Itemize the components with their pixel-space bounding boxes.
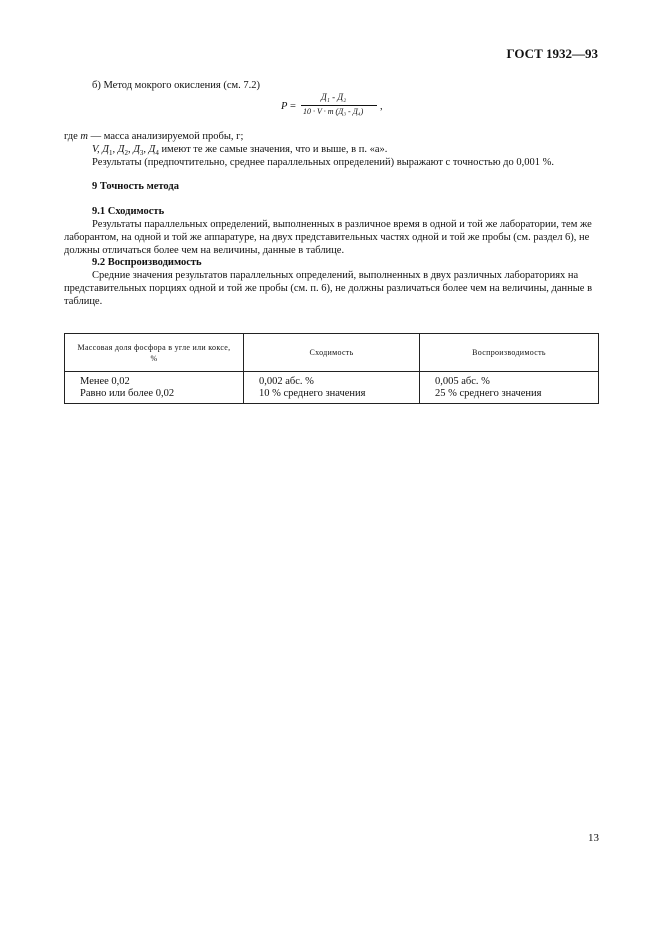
formula-denominator: 10 · V · m (Д₃ - Д₄) [303,107,364,116]
section-9-title: 9 Точность метода [92,181,179,192]
method-b-line: б) Метод мокрого окисления (см. 7.2) [92,80,260,91]
formula [281,92,401,122]
section-9-2-text: Средние значения результатов параллельных определений, выполненных в двух различных лабораториях на представительных порциях одной и той же пробы (см. п. 6), не должны различаться более чем на величины, данные в таблице. [64,270,593,307]
formula-comma: , [380,101,383,112]
header-repeatability: Сходимость [244,334,420,372]
cell-phosphorus-ranges: Менее 0,02 Равно или более 0,02 [65,372,244,404]
page-number: 13 [588,832,599,844]
header-phosphorus-fraction: Массовая доля фосфора в угле или коксе, % [65,334,244,372]
header-reproducibility: Воспроизводимость [420,334,599,372]
formula-numerator: Д₁ - Д₂ [321,92,347,102]
section-9-1-title: 9.1 Сходимость [92,206,165,217]
cell-repeatability-values: 0,002 абс. % 10 % среднего значения [244,372,420,404]
section-9-1-text: Результаты параллельных определений, выполненных в различное время в одной и той же лаборатории, тем же лаборантом, на одной и той же аппаратуре, на двух представительных частях одной и той же пробы (см. раздел 6), не должны отличаться более чем на величины, данные в таблице. [64,219,592,256]
where-vars-line: V, $Д_1$, $Д_2$, $Д_3$, $Д_4$ имеют те же самые значения, что и выше, в п. «а». [92,144,388,158]
section-9-2-title: 9.2 Воспроизводимость [92,257,202,268]
where-m-line: где m — масса анализируемой пробы, г; [64,131,244,142]
document-code: ГОСТ 1932—93 [506,46,598,61]
table-row [65,372,599,404]
table-header-row [65,334,599,372]
formula-lhs: P = [281,101,296,112]
cell-reproducibility-values: 0,005 абс. % 25 % среднего значения [420,372,599,404]
fraction-bar [301,105,377,106]
results-precision-text: Результаты (предпочтительно, среднее параллельных определений) выражают с точностью до 0,001 %. [92,157,555,168]
precision-table [64,333,599,404]
